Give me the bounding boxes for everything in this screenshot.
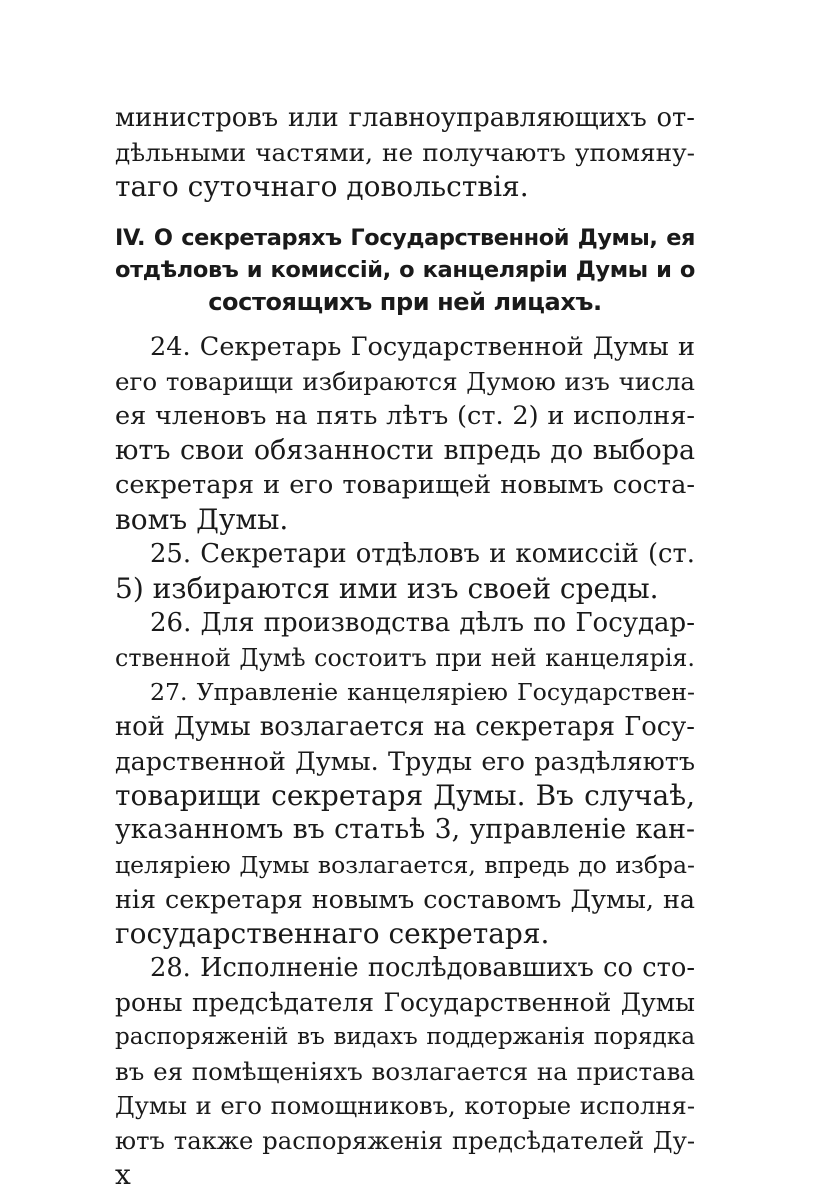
article-25-line: 25. Секретари отдѣловъ и комиссій (ст.: [150, 539, 695, 569]
section-heading: [115, 222, 695, 318]
text-line: государственнаго секретаря.: [115, 916, 550, 950]
article-24-line: 24. Секретарь Государственной Думы и: [150, 332, 695, 362]
article-26-line: 26. Для производства дѣлъ по Государ-: [150, 608, 695, 638]
text-line: х: [115, 1158, 131, 1191]
text-line: ной Думы возлагается на секретаря Госу-: [115, 711, 695, 742]
heading-line: отдѣловъ и комиссій, о канцеляріи Думы и о: [115, 257, 695, 283]
text-line: ственной Думѣ состоитъ при ней канцелярія.: [115, 643, 695, 672]
article-28-line: 28. Исполненіе послѣдовавшихъ со сто-: [150, 953, 695, 983]
text-line: товарищи секретаря Думы. Въ случаѣ,: [115, 778, 695, 812]
continuation-paragraph: [115, 101, 695, 205]
text-line: ея членовъ на пять лѣтъ (ст. 2) и исполня-: [115, 401, 695, 431]
text-line: ютъ свои обязанности впредь до выбора: [115, 434, 695, 466]
article-27-line: 27. Управленіе канцеляріею Государствен-: [150, 678, 695, 706]
articles-body: [115, 330, 695, 1193]
text-line: его товарищи избираются Думою изъ числа: [115, 366, 695, 396]
text-line: целяріею Думы возлагается, впредь до избра-: [115, 850, 695, 879]
text-line: таго суточнаго довольствія.: [115, 170, 529, 203]
heading-line: состоящихъ при ней лицахъ.: [208, 288, 602, 316]
text-line: указанномъ въ статьѣ 3, управленіе кан-: [115, 814, 695, 845]
text-line: 5) избираются ими изъ своей среды.: [115, 571, 659, 605]
text-line: секретаря и его товарищей новымъ соста-: [115, 470, 695, 500]
text-line: вомъ Думы.: [115, 502, 289, 536]
text-line: въ ея помѣщеніяхъ возлагается на пристава: [115, 1056, 695, 1086]
text-line: министровъ или главноуправляющихъ от-: [115, 103, 695, 133]
text-line: нія секретаря новымъ составомъ Думы, на: [115, 884, 695, 914]
heading-line: IV. О секретаряхъ Государственной Думы, ея: [115, 225, 695, 251]
text-line: распоряженій въ видахъ поддержанія порядка: [115, 1024, 695, 1050]
text-line: дарственной Думы. Труды его раздѣляютъ: [115, 746, 695, 776]
text-line: Думы и его помощниковъ, которые исполня-: [115, 1092, 695, 1120]
text-line: дѣльными частями, не получаютъ упомяну-: [115, 137, 695, 167]
text-line: ютъ также распоряженія предсѣдателей Ду-: [115, 1126, 695, 1155]
text-line: роны предсѣдателя Государственной Думы: [115, 987, 695, 1017]
